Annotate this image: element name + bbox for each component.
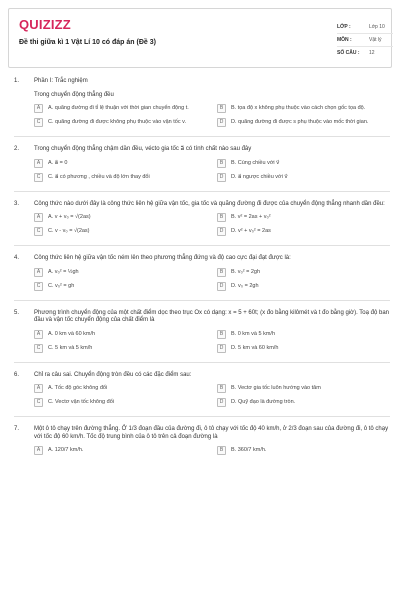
meta-row-class xyxy=(337,21,393,34)
answer-option[interactable] xyxy=(217,447,390,455)
option-letter-box: B xyxy=(217,384,226,393)
answer-option[interactable] xyxy=(217,160,390,168)
question-subtext: Trong chuyển động thẳng đều xyxy=(34,91,114,98)
option-text: D. v₀ = 2gh xyxy=(231,282,259,289)
question-item xyxy=(14,310,390,353)
option-text: C. v₀² = gh xyxy=(48,282,75,289)
question-number: 4. xyxy=(14,255,20,261)
option-text: A. v + v₀ = √(2as) xyxy=(48,214,91,220)
question-item xyxy=(14,201,390,237)
option-letter-box: C xyxy=(34,173,43,182)
option-letter-box: C xyxy=(34,118,43,127)
option-letter-box: C xyxy=(34,344,43,353)
question-number: 2. xyxy=(14,146,20,152)
option-letter-box: A xyxy=(34,446,43,455)
option-letter-box: A xyxy=(34,159,43,168)
option-letter-box: C xyxy=(34,282,43,291)
option-letter-box: D xyxy=(217,282,226,291)
answer-option[interactable] xyxy=(34,399,207,407)
option-letter-box: B xyxy=(217,446,226,455)
question-text: Một ô tô chạy trên đường thẳng. Ở 1/3 đoạn đầu của đường đi, ô tô chạy với tốc độ 40 km/h, ở 2/3 đoạn sau của đường đi, ô tô chạy với tốc độ 60 km/h. Tốc độ trung bình của ô tô trên cả đoạn đường là xyxy=(34,426,389,440)
answer-option[interactable] xyxy=(34,160,207,168)
option-letter-box: D xyxy=(217,344,226,353)
question-list xyxy=(14,78,390,464)
option-text: B. 360/7 km/h. xyxy=(231,447,267,453)
answer-options xyxy=(34,160,390,182)
answer-option[interactable] xyxy=(217,174,390,182)
question-text: Trong chuyển động thẳng chậm dần đều, vécto gia tốc a⃗ có tính chất nào sau đây xyxy=(34,146,252,152)
question-item xyxy=(14,78,390,127)
meta-value: 12 xyxy=(369,50,375,57)
option-text: B. v₀² = 2gh xyxy=(231,268,261,275)
option-letter-box: A xyxy=(34,104,43,113)
question-text: Chỉ ra câu sai. Chuyển động tròn đều có các đặc điểm sau: xyxy=(34,371,192,378)
answer-options xyxy=(34,269,390,291)
answer-option[interactable] xyxy=(34,228,207,236)
answer-option[interactable] xyxy=(34,214,207,222)
option-text: B. v² = 2as + v₀² xyxy=(231,214,271,220)
option-letter-box: B xyxy=(217,213,226,222)
question-divider xyxy=(14,136,390,137)
answer-option[interactable] xyxy=(34,385,207,393)
answer-options xyxy=(34,331,390,353)
answer-option[interactable] xyxy=(34,283,207,291)
quizizz-logo: QUIZIZZ xyxy=(19,17,71,32)
option-text: D. quãng đường đi được s phụ thuộc vào mốc thời gian. xyxy=(231,119,369,125)
answer-option[interactable] xyxy=(217,345,390,353)
option-text: C. quãng đường đi được không phụ thuộc vào vận tốc v. xyxy=(48,119,187,125)
question-number: 1. xyxy=(14,78,20,84)
question-divider xyxy=(14,191,390,192)
question-body xyxy=(34,201,390,237)
question-number: 5. xyxy=(14,309,20,316)
question-body xyxy=(34,255,390,291)
option-text: A. 120/7 km/h. xyxy=(48,447,84,453)
question-text: Phương trình chuyển động của một chất điểm dọc theo trục Ox có dạng: x = 5 + 60t; (x đo bằng kilômét và t đo bằng giờ). Toạ độ ban đầu và vận tốc chuyển động của chất điểm là xyxy=(34,309,389,323)
option-letter-box: D xyxy=(217,173,226,182)
option-text: D. a⃗ ngược chiều với v⃗ xyxy=(231,173,288,180)
question-text: Công thức nào dưới đây là công thức liên hệ giữa vận tốc, gia tốc và quãng đường đi được của chuyển động thẳng nhanh dần đều: xyxy=(34,200,385,207)
option-text: B. Cùng chiều với v⃗ xyxy=(231,159,280,166)
answer-option[interactable] xyxy=(217,269,390,277)
answer-options xyxy=(34,105,390,127)
option-text: C. 5 km và 5 km/h xyxy=(48,344,93,351)
meta-value: Lớp 10 xyxy=(369,23,385,30)
answer-option[interactable] xyxy=(217,385,390,393)
option-letter-box: A xyxy=(34,330,43,339)
question-item xyxy=(14,255,390,291)
option-text: A. quãng đường đi tỉ lệ thuận với thời gian chuyển động t. xyxy=(48,105,189,111)
option-letter-box: D xyxy=(217,398,226,407)
option-text: B. tọa độ x không phụ thuộc vào cách chọn gốc tọa độ. xyxy=(231,105,366,111)
answer-option[interactable] xyxy=(217,214,390,222)
option-text: A. a⃗ = 0 xyxy=(48,159,68,166)
answer-option[interactable] xyxy=(34,345,207,353)
question-item xyxy=(14,146,390,182)
option-letter-box: A xyxy=(34,213,43,222)
option-text: B. Vectơ gia tốc luôn hướng vào tâm xyxy=(231,385,321,391)
question-body xyxy=(34,372,390,408)
worksheet-meta xyxy=(337,21,393,60)
option-letter-box: D xyxy=(217,118,226,127)
answer-options xyxy=(34,447,390,455)
worksheet-title: Đề thi giữa kì 1 Vật Lí 10 có đáp án (Đề 3) xyxy=(19,39,156,46)
option-letter-box: B xyxy=(217,104,226,113)
option-letter-box: B xyxy=(217,330,226,339)
question-number: 6. xyxy=(14,371,20,378)
option-text: D. 5 km và 60 km/h xyxy=(231,344,279,351)
answer-option[interactable] xyxy=(217,399,390,407)
question-number: 3. xyxy=(14,200,20,207)
option-text: A. v₀² = ½gh xyxy=(48,268,79,275)
meta-label: LỚP : xyxy=(337,23,351,30)
option-text: D. v² + v₀² = 2as xyxy=(231,228,271,234)
meta-row-subject xyxy=(337,34,393,47)
option-text: A. 0 km và 60 km/h xyxy=(48,330,96,337)
question-body xyxy=(34,310,390,353)
answer-option[interactable] xyxy=(217,105,390,113)
question-body xyxy=(34,78,390,127)
option-letter-box: C xyxy=(34,227,43,236)
answer-option[interactable] xyxy=(217,228,390,236)
answer-option[interactable] xyxy=(217,331,390,339)
option-text: C. a⃗ có phương , chiều và độ lớn thay đổi xyxy=(48,173,150,180)
question-divider xyxy=(14,362,390,363)
question-item xyxy=(14,426,390,455)
answer-options xyxy=(34,385,390,407)
option-text: B. 0 km và 5 km/h xyxy=(231,330,276,337)
answer-option[interactable] xyxy=(34,447,207,455)
answer-option[interactable] xyxy=(34,269,207,277)
question-body xyxy=(34,146,390,182)
option-letter-box: A xyxy=(34,268,43,277)
answer-option[interactable] xyxy=(34,105,207,113)
worksheet-header xyxy=(8,8,392,68)
option-text: D. Quỹ đạo là đường tròn. xyxy=(231,399,296,405)
question-divider xyxy=(14,300,390,301)
option-text: C. v - v₀ = √(2as) xyxy=(48,228,90,234)
meta-value: Vật lý xyxy=(369,36,382,43)
question-divider xyxy=(14,245,390,246)
question-body xyxy=(34,426,390,455)
question-divider xyxy=(14,416,390,417)
question-text: Phần I: Trắc nghiệm xyxy=(34,78,88,84)
meta-label: MÔN : xyxy=(337,36,352,43)
answer-option[interactable] xyxy=(34,119,207,127)
meta-row-count xyxy=(337,47,393,60)
option-letter-box: C xyxy=(34,398,43,407)
answer-option[interactable] xyxy=(34,174,207,182)
answer-options xyxy=(34,214,390,236)
option-letter-box: D xyxy=(217,227,226,236)
question-item xyxy=(14,372,390,408)
option-letter-box: A xyxy=(34,384,43,393)
question-number: 7. xyxy=(14,426,20,432)
answer-option[interactable] xyxy=(34,331,207,339)
option-text: C. Vectơ vận tốc không đổi xyxy=(48,399,114,405)
answer-option[interactable] xyxy=(217,283,390,291)
option-text: A. Tốc độ góc không đổi xyxy=(48,385,108,391)
meta-label: SỐ CÂU : xyxy=(337,50,360,57)
option-letter-box: B xyxy=(217,159,226,168)
option-letter-box: B xyxy=(217,268,226,277)
answer-option[interactable] xyxy=(217,119,390,127)
question-text: Công thức liên hệ giữa vận tốc ném lên theo phương thẳng đứng và độ cao cực đại đạt được là: xyxy=(34,255,291,261)
